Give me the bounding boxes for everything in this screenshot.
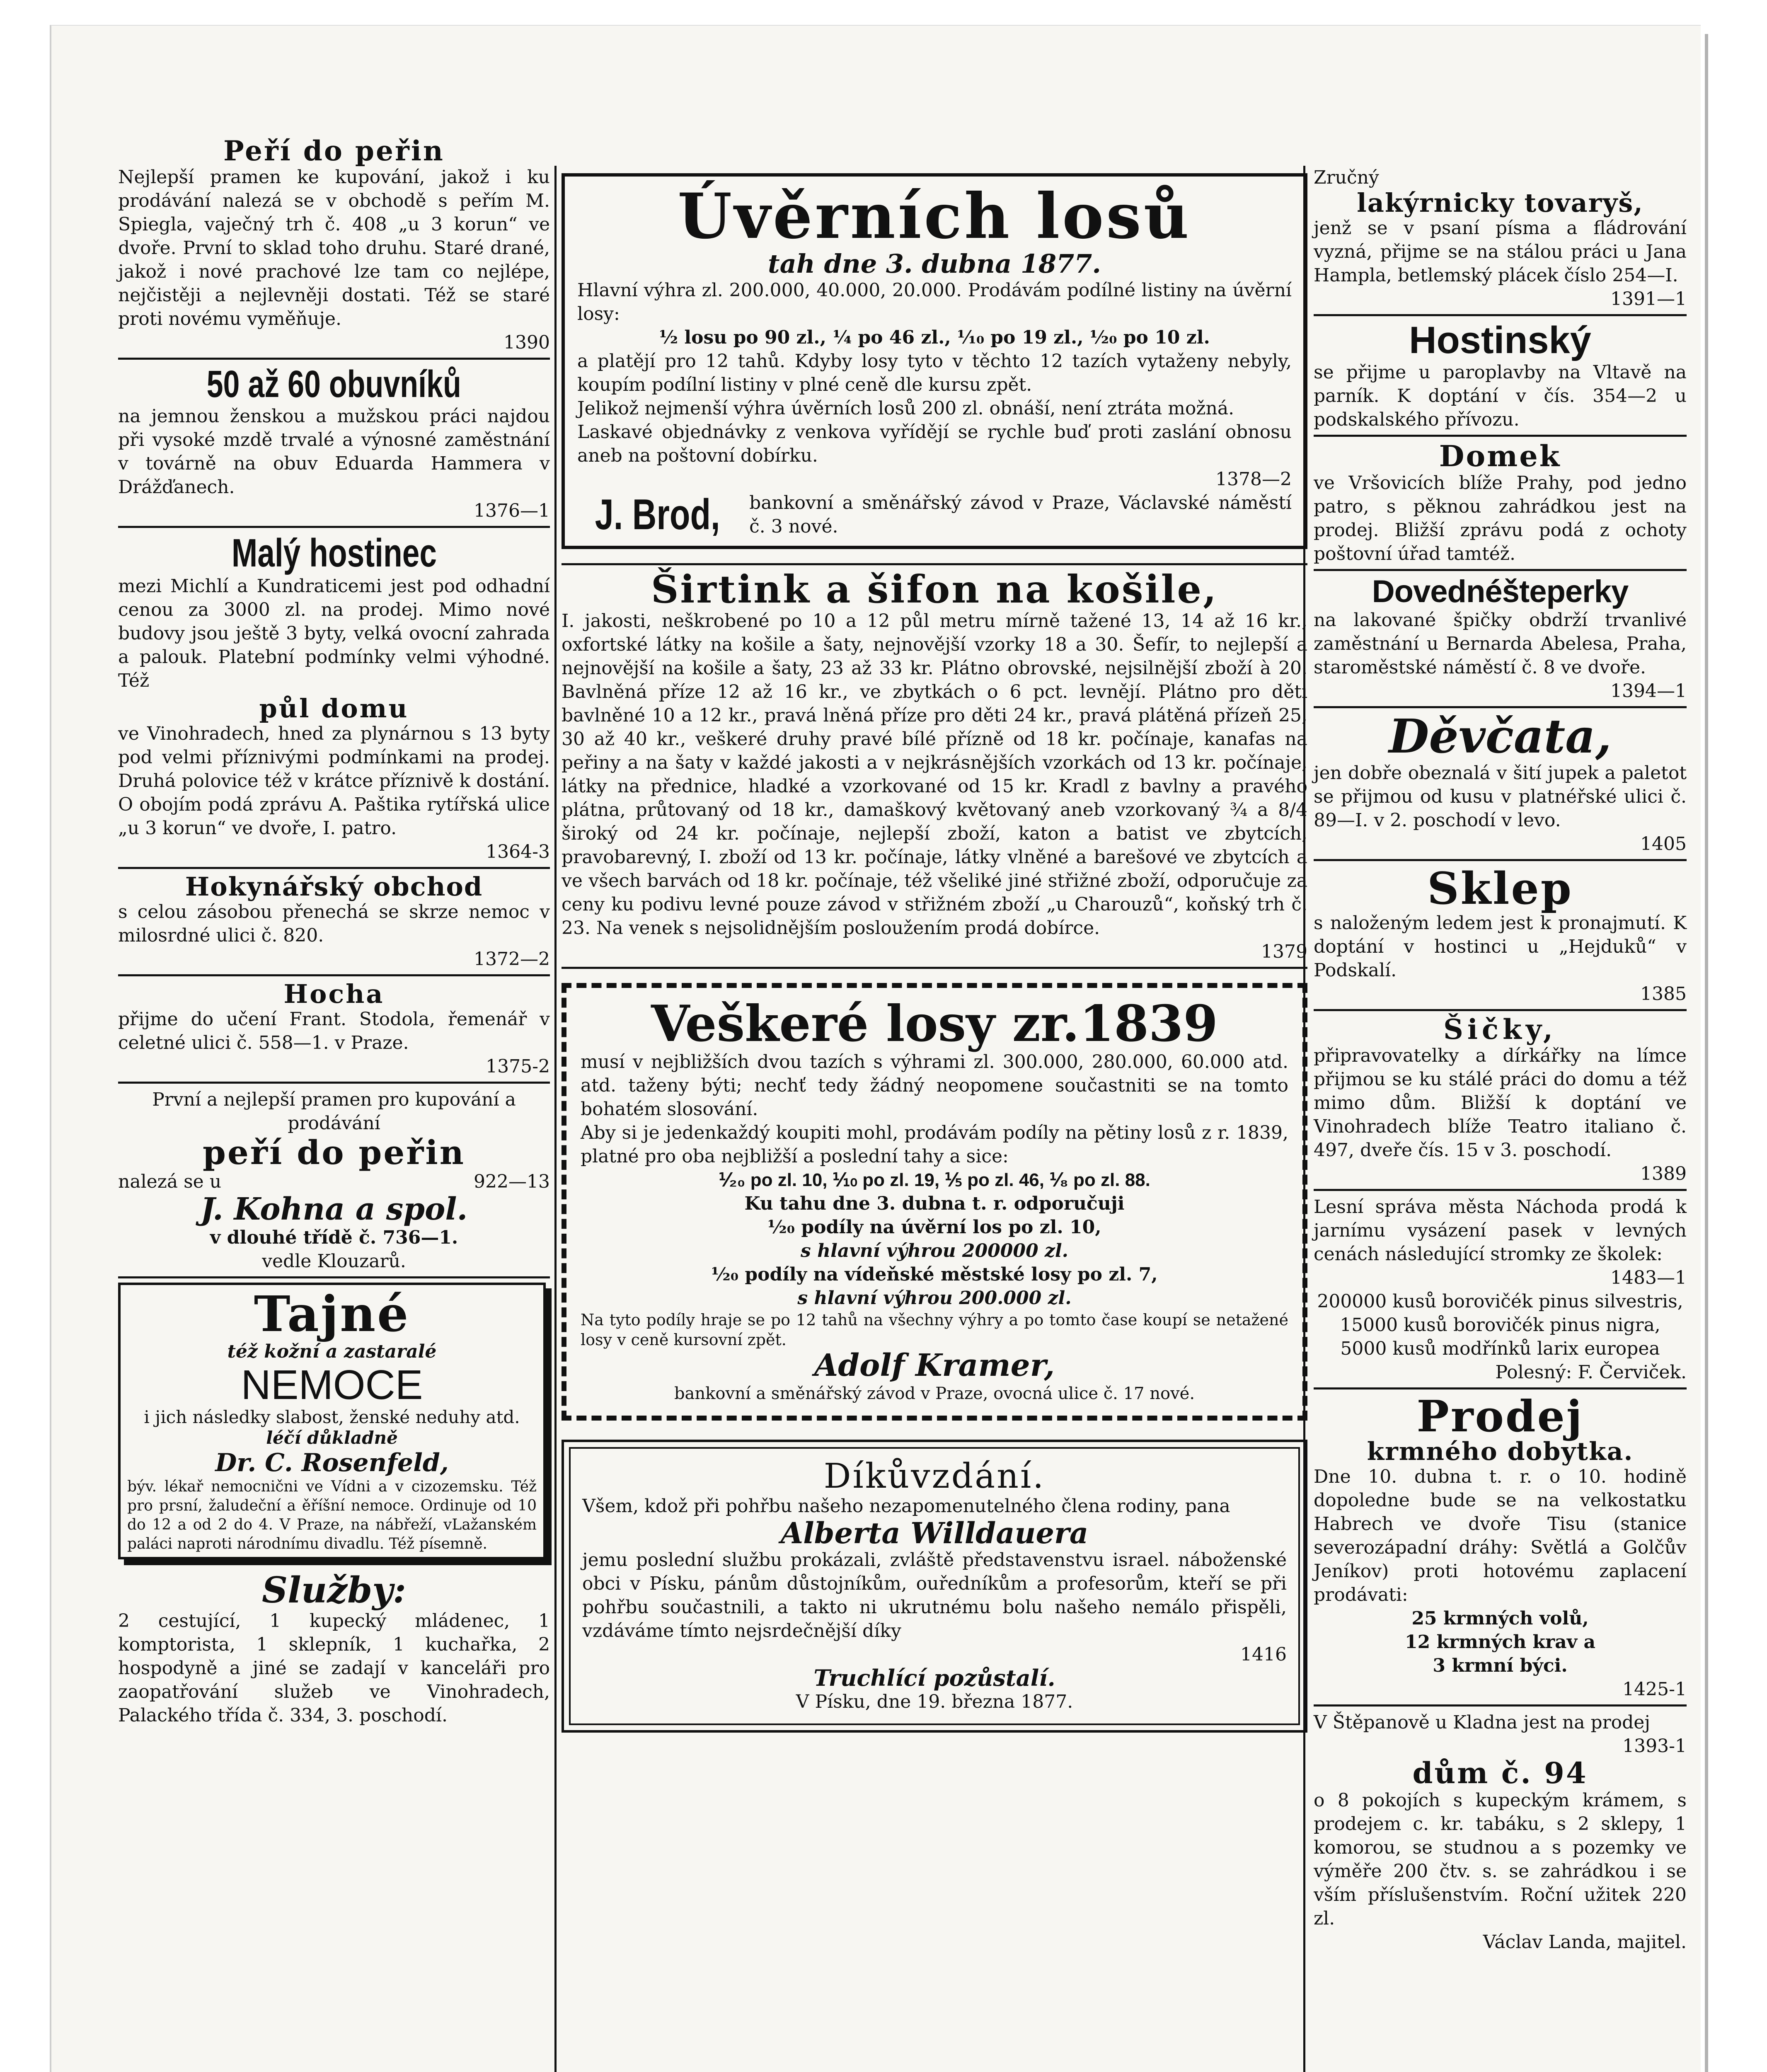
ad-title: 50 až 60 obuvníků — [206, 363, 462, 406]
ad-title: Malý hostinec — [231, 530, 437, 575]
ad-sirtink — [562, 566, 1307, 964]
ad-address: bankovní a směnářský závod v Praze, ovocná ulice č. 17 nové. — [674, 1384, 1195, 1403]
ad-line: ½ losu po 90 zl., ¼ po 46 zl., ⅒ po 19 zl., ⅟₂₀ po 10 zl. — [659, 327, 1210, 348]
ad-subtitle: půl domu — [259, 693, 409, 724]
ad-body: býv. lékař nemocnični ve Vídni a v cizozemsku. Též pro prsní, žaludeční a ěříšní nemoce. Ordinuje od 10 do 12 a od 2 do 4. V Praze, na nábřeží, vLažanském paláci naproti národnímu divadlu. Též písemně. — [127, 1478, 537, 1552]
ad-item: 25 krmných volů, — [1411, 1608, 1589, 1629]
ad-title: Veškeré losy zr.1839 — [651, 995, 1218, 1053]
ad-body: o 8 pokojích s kupeckým krámem, s prodejem c. kr. tabáku, s 2 sklepy, 1 komorou, se studnou a s pozemky ve výměře 200 čtv. s. se zahrádkou i se vším příslušenstvím. Roční užitek 220 zl. — [1314, 1789, 1687, 1929]
ad-number: 1391—1 — [1610, 288, 1687, 310]
ad-title: Hocha — [283, 978, 385, 1009]
ad-firm: Adolf Kramer, — [814, 1348, 1055, 1384]
ad-number: 1394—1 — [1610, 680, 1687, 702]
ad-number: 1393-1 — [1622, 1736, 1687, 1757]
ad-line: Všem, kdož při pohřbu našeho nezapomenutelného člena rodiny, pana — [582, 1495, 1230, 1517]
ad-title: Domek — [1439, 438, 1561, 473]
ad-address: v dlouhé třídě č. 736—1. — [210, 1227, 458, 1248]
ad-pre: V Štěpanově u Kladna jest na prodej — [1314, 1712, 1650, 1733]
ad-number: 1405 — [1640, 833, 1687, 854]
ad-date: V Písku, dne 19. března 1877. — [796, 1691, 1073, 1713]
ad-pre: Zručný — [1314, 167, 1379, 188]
ad-title: Sklep — [1427, 862, 1573, 914]
ad-prodej-dobytka — [1314, 1391, 1687, 1701]
ad-body: se přijme u paroplavby na Vltavě na parník. K doptání v čís. 354—2 u podskalského přívozu. — [1314, 361, 1687, 430]
column-right — [1314, 166, 1687, 1954]
ad-number: 1483—1 — [1610, 1267, 1687, 1289]
ad-body: připravovatelky a dírkářky na límce přijmou se ku stálé práci do domu a též mimo dům. Bližší k doptání ve Vinohradech blíže Teatro italiano č. 497, dveře čís. 15 v 3. poschodí. — [1314, 1045, 1687, 1161]
ad-line: a platějí pro 12 tahů. Kdyby losy tyto v těchto 12 tazích vytaženy nebyly, koupím podílní listiny v plné ceně dle kursu zpět. — [577, 350, 1292, 395]
ad-hostinsky — [1314, 320, 1687, 431]
ad-brand: J. Brod, — [595, 491, 720, 539]
ad-body: léčí důkladně — [266, 1427, 398, 1448]
ad-sicky — [1314, 1015, 1687, 1186]
column-left — [118, 137, 550, 1727]
ad-title: Dovednéšteperky — [1372, 574, 1629, 610]
ad-body: na lakované špičky obdrží trvanlivé zaměstnání u Bernarda Abelesa, Praha, staroměstské náměstí č. 8 ve dvoře. — [1314, 609, 1687, 678]
ad-subtitle: též kožní a zastaralé — [227, 1341, 437, 1362]
ad-devcata — [1314, 709, 1687, 856]
ad-sklep — [1314, 862, 1687, 1006]
ad-sluzby — [118, 1569, 550, 1727]
ad-body: Dne 10. dubna t. r. o 10. hodině dopoledne bude se na velkostatku Habrech ve dvoře Tisu (stanice severozápadní dráhy: Světlá a Golčův Jeníkov) proti hotovému zaplacení prodávati: — [1314, 1466, 1687, 1606]
ad-doctor: Dr. C. Rosenfeld, — [215, 1448, 449, 1477]
ad-number: 1372—2 — [474, 948, 550, 970]
ad-body: s naloženým ledem jest k pronajmutí. K doptání v hostinci u „Hejduků“ v Podskalí. — [1314, 912, 1687, 981]
ad-title: Hostinský — [1409, 319, 1591, 362]
ad-peri-kohn — [118, 1088, 550, 1273]
ad-number: 1375-2 — [486, 1055, 550, 1077]
ad-sign: Václav Landa, majitel. — [1483, 1931, 1687, 1953]
ad-title: lakýrnicky tovaryš, — [1357, 188, 1644, 218]
column-rule-1 — [554, 166, 557, 2072]
ad-title: Hokynářský obchod — [185, 871, 483, 902]
ad-number: 1376—1 — [474, 500, 550, 521]
ad-body: přijme do učení Frant. Stodola, řemenář v celetné ulici č. 558—1. v Praze. — [118, 1008, 550, 1053]
ad-body: i jich následky slabost, ženské neduhy atd. — [144, 1406, 520, 1427]
ad-title: Tajné — [254, 1285, 410, 1343]
ad-firm: J. Kohna a spol. — [200, 1191, 468, 1227]
ad-item: 5000 kusů modřínků larix europea — [1340, 1338, 1660, 1360]
ad-item: 12 krmných krav a — [1404, 1631, 1595, 1653]
ad-domek — [1314, 438, 1687, 566]
ad-tajne-nemoce — [118, 1283, 546, 1559]
ad-line: Hlavní výhra zl. 200.000, 40.000, 20.000. Prodávám podílné listiny na úvěrní losy: — [577, 279, 1292, 324]
ad-body: ve Vršovicích blíže Prahy, pod jedno patro, s pěknou zahrádkou jest na prodej. Bližší zprávu podá z ochoty poštovní úřad tamtéž. — [1314, 472, 1687, 565]
ad-title: dům č. 94 — [1412, 1756, 1588, 1791]
ad-line: Na tyto podíly hraje se po 12 tahů na všechny výhry a po tomto čase koupí se netažené losy v ceně kursovní zpět. — [581, 1311, 1288, 1349]
ad-brand-row — [577, 491, 1292, 538]
ad-number: 1416 — [1240, 1644, 1287, 1665]
ad-body: jen dobře obeznalá v šití jupek a paletot se přijmou od kusu v platnéřské ulici č. 89—I. v 2. poschodí v levo. — [1314, 762, 1687, 831]
ad-body: s celou zásobou přenechá se skrze nemoc v milosrdné ulici č. 820. — [118, 901, 550, 946]
ad-number: 1378—2 — [1215, 468, 1292, 490]
ad-number: 1385 — [1640, 983, 1687, 1005]
ad-subtitle: krmného dobytka. — [1367, 1437, 1634, 1467]
ad-intro: První a nejlepší pramen pro kupování a prodávání — [152, 1089, 516, 1134]
ad-name: Alberta Willdauera — [780, 1515, 1089, 1550]
ad-item: 3 krmní býci. — [1433, 1655, 1568, 1677]
ad-item: 15000 kusů borovičék pinus nigra, — [1340, 1314, 1660, 1336]
ad-body: jenž se v psaní písma a fládrování vyzná, přijme se na stálou práci u Jana Hampla, betlemský plácek číslo 254—I. — [1314, 218, 1687, 286]
ad-line: nalezá se u 922—13 — [118, 1171, 550, 1192]
ad-body: I. jakosti, neškrobené po 10 a 12 půl metru mírně tažené 13, 14 až 16 kr., oxfortské látky na košile a šaty, nejnovější vzorky 18 a 30. Šefír, to nejlepší a nejnovější na košile a šaty, 23 až 33 kr. Plátno obrovské, nejsilnější zboží à 20. Bavlněná příze 12 až 16 kr., ve zbytkách o 6 pct. levnějí. Plátno pro děti bavlněné 10 a 12 kr., pravá lněná příze pro děti 24 kr., pravá plátěná přízeň 25, 30 až 40 kr., veškeré druhy pravé bílé přízně od 18 kr. počínaje, kanafas na peřiny a na šaty v každé jakosti a v nejkrásnějších vzorkách od 13 kr. počínaje, látky na přednice, hladké a vzorkované od 15 kr. Kradl z bavlny a pravého plátna, průtovaný od 18 kr., damaškový květovaný aneb vzorkovaný ¾ a 8/4 široký od 24 kr. počínaje, nejlepší zboží, katon a batist ve zbytcích, pravobarevný, I. zboží od 13 kr. počínaje, látky vlněné a barešové ve zbytcích a ve všech barvách od 18 kr. počínaje, též všeliké jiné střižné zboží, odporučuje za ceny ku podivu levné pouze závod v střižném zboží „u Charouzů“, koňský trh č. 23. Na venek s nejsolidnějším posloužením prodá dobírce. — [562, 610, 1307, 939]
scan-edge — [1705, 34, 1708, 2072]
ad-number: 1425-1 — [1622, 1679, 1687, 1700]
ad-line: Jelikož nejmenší výhra úvěrních losů 200 zl. obnáší, není ztráta možná. — [577, 397, 1234, 419]
ad-title: Širtink a šifon na košile, — [651, 566, 1218, 612]
ad-body: Nejlepší pramen ke kupování, jakož i ku prodávání nalezá se v obchodě s peřím M. Spiegla, vaječný trh č. 408 „u 3 korun“ ve dvoře. První to sklad toho druhu. Staré drané, jakož i nové prachové lze tam co nejlépe, nejčistěji a nejlevněji dostati. Též se staré proti novému vyměňuje. — [118, 167, 550, 330]
ad-line: Laskavé objednávky z venkova vyřídějí se rychle buď proti zaslání obnosu aneb na poštovní dobírku. — [577, 421, 1292, 466]
ad-title: peří do peřin — [203, 1133, 465, 1172]
ad-title: Díkůvzdání. — [823, 1456, 1046, 1496]
ad-lakyrnicky — [1314, 166, 1687, 311]
ad-number: 1364-3 — [486, 841, 550, 862]
ad-title: Šičky, — [1443, 1013, 1557, 1046]
ad-title: Prodej — [1416, 1391, 1584, 1442]
ad-peri-do-perin — [118, 137, 550, 354]
ad-obuvniku — [118, 364, 550, 523]
ad-body: ve Vinohradech, hned za plynárnou s 13 byty pod velmi příznivými podmínkami na prodej. Druhá polovice též v krátce příznivě k dostání. O obojím podá zprávu A. Paštika rytířská ulice „u 3 korun“ ve dvoře, I. patro. — [118, 723, 550, 839]
ad-body: mezi Michlí a Kundraticemi jest pod odhadní cenou za 3000 zl. na prodej. Mimo nové budovy jsou ještě 3 byty, velká ovocní zahrada a palouk. Platební podmínky velmi výhodné. Též — [118, 575, 550, 691]
ad-line: musí v nejbližších dvou tazích s výhrami zl. 300.000, 280.000, 60.000 atd. atd. taženy býti; nechť tedy žádný neopomene součastniti se na tomto bohatém slosování. — [581, 1051, 1288, 1120]
ad-hokynarsky-obchod — [118, 873, 550, 971]
ad-body: na jemnou ženskou a mužskou práci najdou při vysoké mzdě trvalé a výnosné zaměstnání v továrně na obuv Eduarda Hammera v Drážďanech. — [118, 405, 550, 498]
ad-line: ⅟₂₀ po zl. 10, ⅒ po zl. 19, ⅕ po zl. 46, ⅟₈ po zl. 88. — [719, 1170, 1150, 1191]
ad-hocha — [118, 980, 550, 1078]
ad-date: tah dne 3. dubna 1877. — [767, 248, 1101, 279]
ad-brand-text: bankovní a směnářský závod v Praze, Václavské náměstí č. 3 nové. — [749, 492, 1292, 537]
ad-address2: vedle Klouzarů. — [262, 1250, 406, 1272]
ad-title: Peří do peřin — [223, 135, 445, 167]
ad-line: s hlavní výhrou 200.000 zl. — [797, 1288, 1072, 1309]
ad-dum-94 — [1314, 1711, 1687, 1954]
ad-maly-hostinec — [118, 532, 550, 864]
ad-sign: Truchlící pozůstalí. — [813, 1665, 1055, 1692]
ad-line: Aby si je jedenkaždý koupiti mohl, prodávám podíly na pětiny losů z r. 1839, platné pro oba nejbližší a poslední tahy a sice: — [581, 1122, 1288, 1167]
ad-body: Lesní správa města Náchoda prodá k jarnímu vysázení pasek v levných cenách následující stromky ze školek: — [1314, 1196, 1687, 1265]
ad-line: Ku tahu dne 3. dubna t. r. odporučuji — [744, 1193, 1125, 1215]
ad-number: 1379 — [1261, 941, 1307, 963]
ad-number: 1389 — [1640, 1163, 1687, 1185]
ad-uverni-losy — [562, 173, 1307, 549]
ad-item: 200000 kusů borovičék pinus silvestris, — [1317, 1291, 1683, 1312]
ad-line: ⅟₂₀ podíly na úvěrní los po zl. 10, — [767, 1217, 1101, 1238]
ad-line: ⅟₂₀ podíly na vídeňské městské losy po zl. 7, — [711, 1264, 1158, 1285]
ad-veskere-losy — [562, 983, 1307, 1421]
ad-dikuvzdani — [562, 1440, 1307, 1733]
column-middle — [562, 173, 1307, 1733]
ad-big: NEMOCE — [241, 1361, 423, 1408]
ad-line: s hlavní výhrou 200000 zl. — [801, 1240, 1068, 1262]
ad-lesni-sprava — [1314, 1195, 1687, 1384]
ad-title: Děvčata, — [1389, 709, 1612, 764]
ad-number: 1390 — [503, 332, 550, 353]
ad-sign: Polesný: F. Červiček. — [1495, 1362, 1687, 1383]
ad-title: Úvěrních losů — [678, 180, 1191, 253]
ad-body: 2 cestující, 1 kupecký mládenec, 1 komptorista, 1 sklepník, 1 kuchařka, 2 hospodyně a jiné se zadají v kanceláři pro zaopatřování služeb ve Vinohradech, Palackého třída č. 334, 3. poschodí. — [118, 1610, 550, 1726]
ad-line: jemu poslední službu prokázali, zvláště představenstvu israel. náboženské obci v Písku, pánům důstojníkům, ouředníkům a profesorům, kteří se při pohřbu součastnili, a takto ni ukrutnému bolu našeho nemálo přispěli, vzdáváme tímto nejsrdečnější díky — [582, 1549, 1287, 1642]
ad-dovedne-steperky — [1314, 575, 1687, 703]
ad-title: Služby: — [262, 1569, 406, 1611]
